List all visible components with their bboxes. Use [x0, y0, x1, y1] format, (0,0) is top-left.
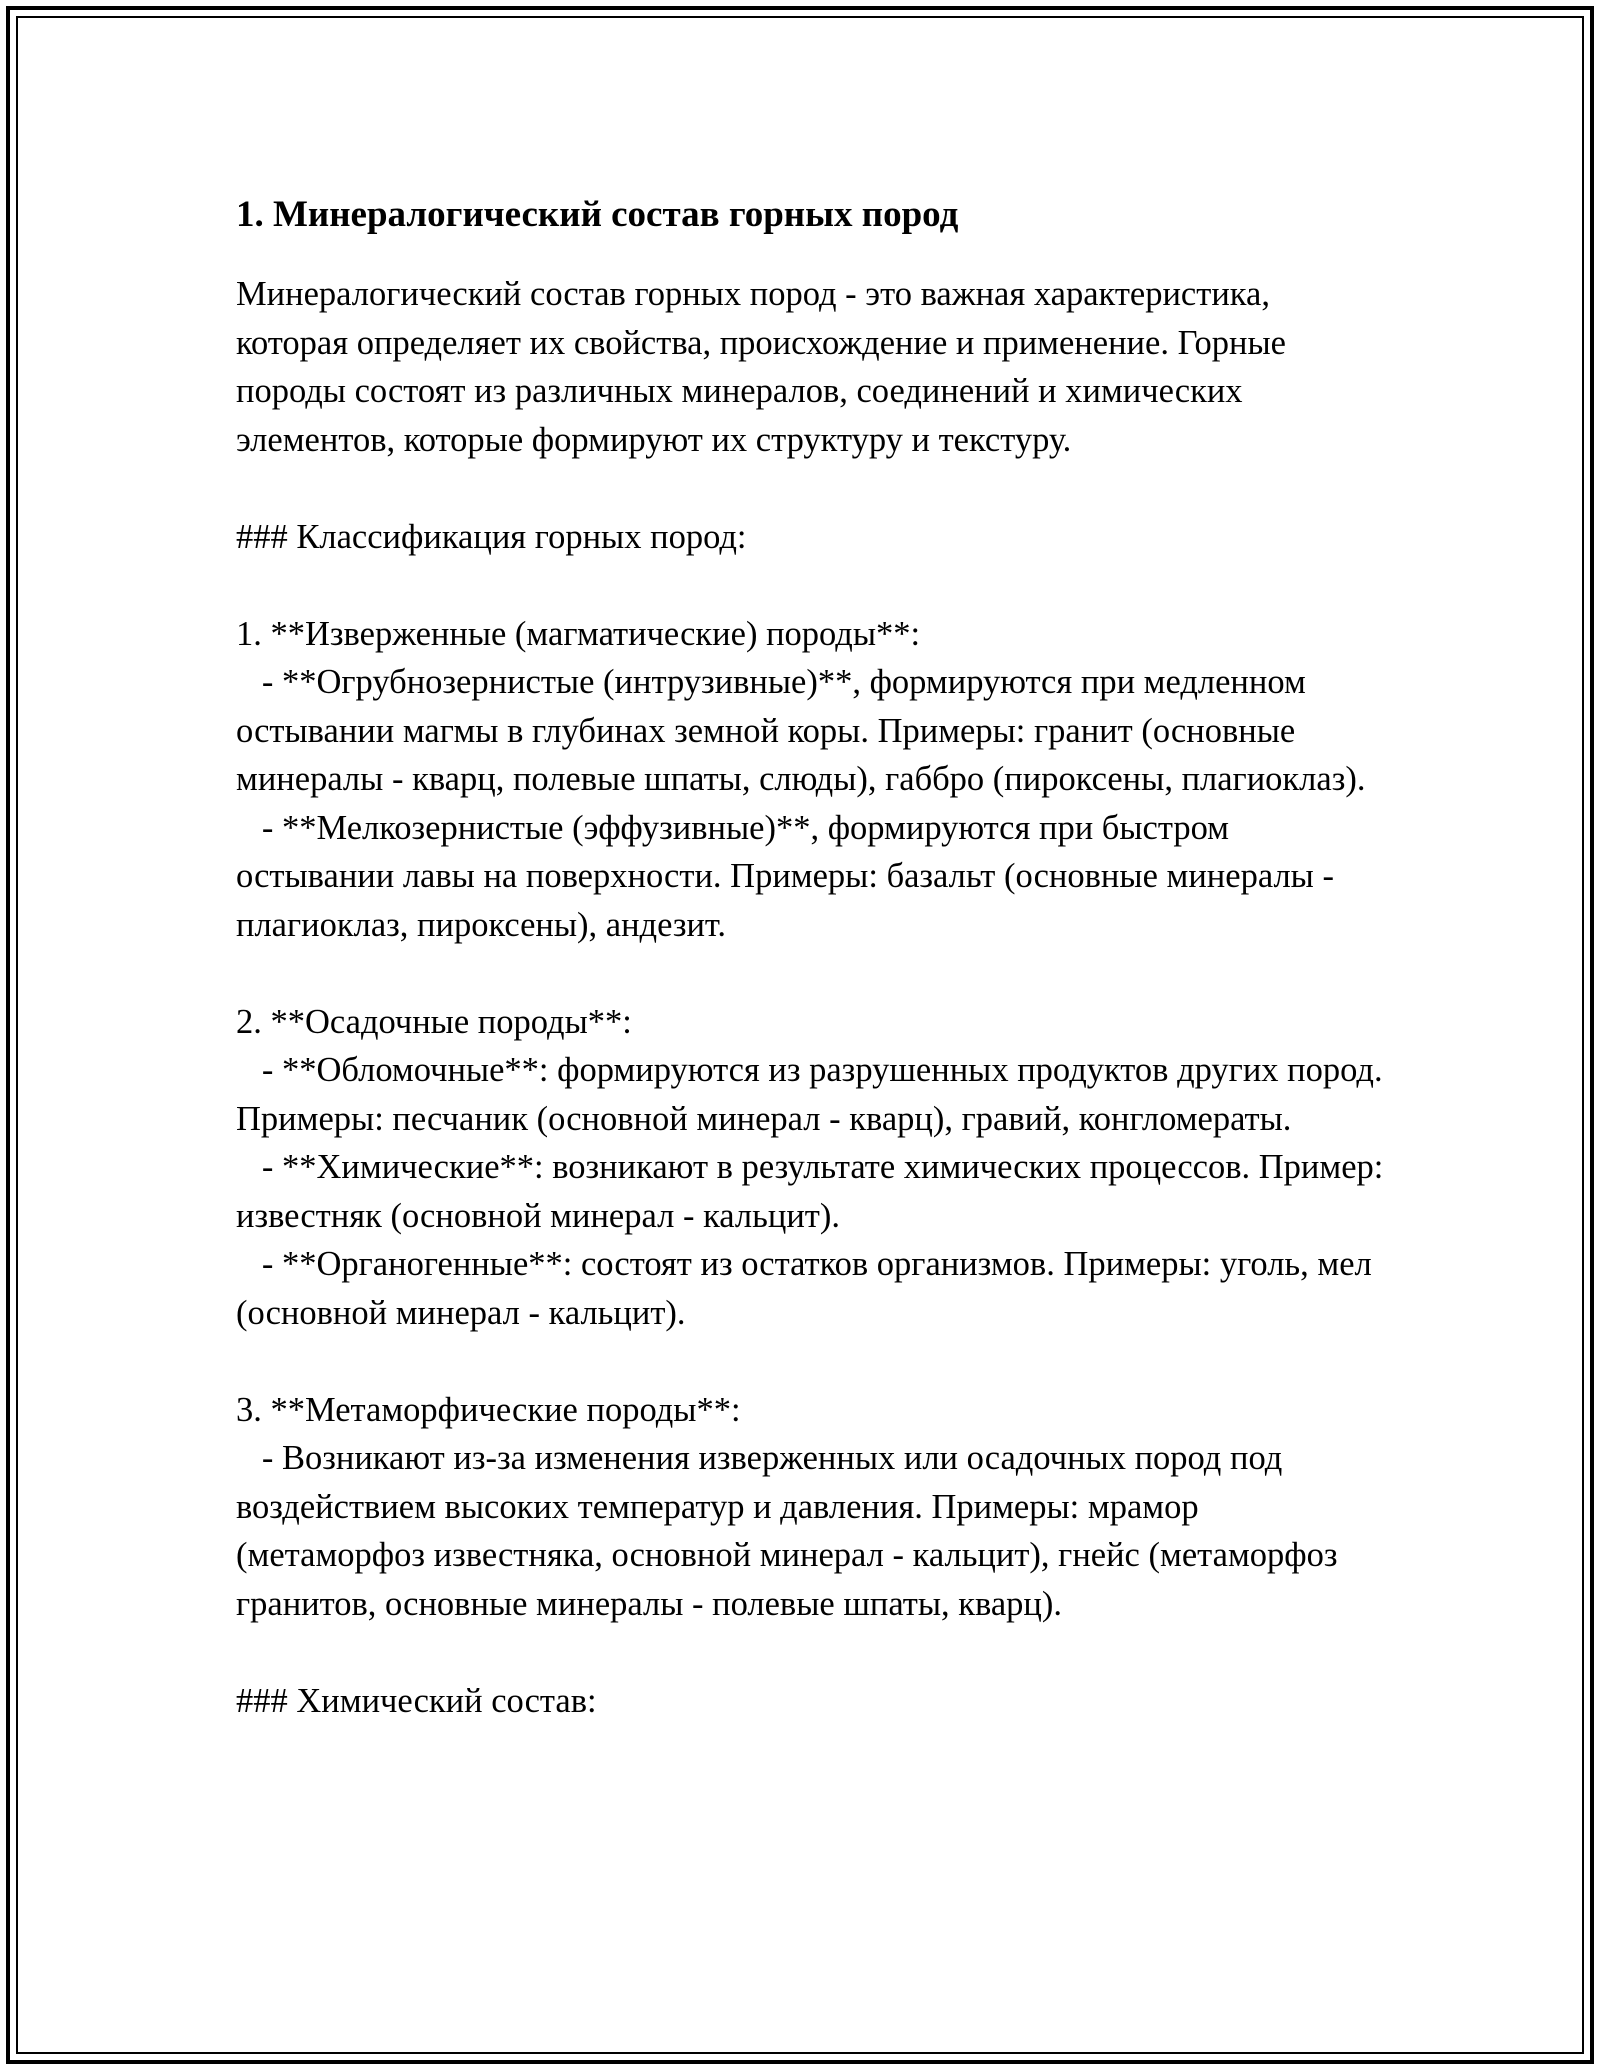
igneous-coarse-item: - **Огрубнозернистые (интрузивные)**, формируются при медленном остывании магмы в глубинах земной коры. Примеры: гранит (основные минералы - кварц, полевые шпаты, слюды), габбро (пироксены, плагиоклаз). — [236, 663, 1366, 798]
document-body — [236, 186, 1392, 1725]
chemical-composition-heading: ### Химический состав: — [236, 1681, 597, 1720]
igneous-fine-item: - **Мелкозернистые (эффузивные)**, формируются при быстром остывании лавы на поверхности. Примеры: базальт (основные минералы - плагиоклаз, пироксены), андезит. — [236, 808, 1343, 944]
intro-paragraph: Минералогический состав горных пород - это важная характеристика, которая определяет их свойства, происхождение и применение. Горные породы состоят из различных минералов, соединений и химических элементов, которые формируют их структуру и текстуру. — [236, 275, 1295, 459]
blank-line — [236, 464, 1386, 513]
sedimentary-organic-item: - **Органогенные**: состоят из остатков организмов. Примеры: уголь, мел (основной минерал - кальцит). — [236, 1245, 1381, 1332]
metamorphic-heading: 3. **Метаморфические породы**: — [236, 1390, 741, 1429]
sedimentary-heading: 2. **Осадочные породы**: — [236, 1002, 632, 1041]
blank-line — [236, 1628, 1386, 1677]
document-title: 1. Минералогический состав горных пород — [236, 194, 959, 235]
sedimentary-clastic-item: - **Обломочные**: формируются из разрушенных продуктов других пород. Примеры: песчаник (основной минерал - кварц), гравий, конгломераты. — [236, 1051, 1392, 1138]
classification-heading: ### Классификация горных пород: — [236, 517, 747, 556]
blank-line — [236, 561, 1386, 610]
metamorphic-item: - Возникают из-за изменения изверженных или осадочных пород под воздействием высоких температур и давления. Примеры: мрамор (метаморфоз известняка, основной минерал - кальцит), гнейс (метаморфоз гранитов, основные минералы - полевые шпаты, кварц). — [236, 1439, 1347, 1623]
igneous-heading: 1. **Изверженные (магматические) породы**: — [236, 614, 921, 653]
blank-line — [236, 949, 1386, 998]
sedimentary-chemical-item: - **Химические**: возникают в результате химических процессов. Пример: известняк (основной минерал - кальцит). — [236, 1148, 1392, 1235]
blank-line — [236, 1337, 1386, 1386]
